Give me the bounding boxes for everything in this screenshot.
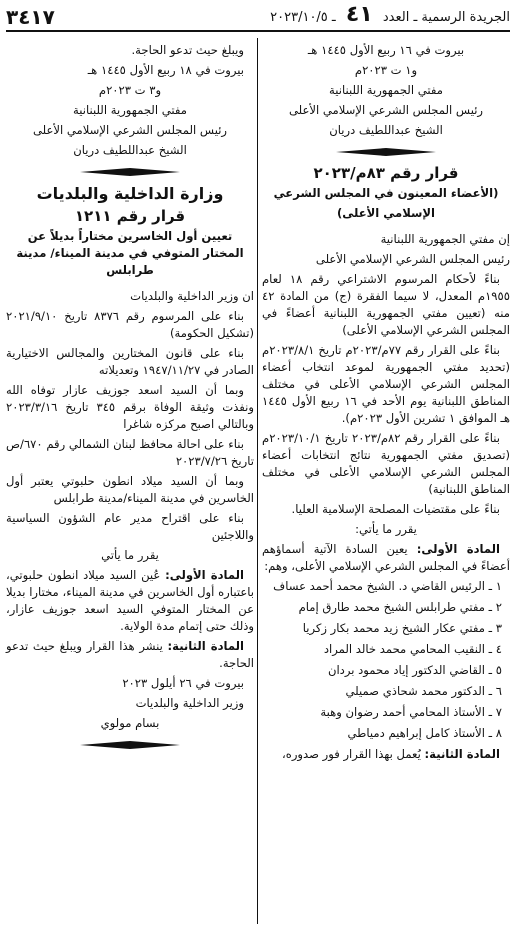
section-separator [6,740,254,750]
decision-subject: (الأعضاء المعينون في المجلس الشرعي [273,186,499,200]
article-1 [6,567,254,635]
article-text: ينشر هذا القرار ويبلغ حيث تدعو الحاجة. [6,639,254,670]
preamble-paragraph: بناءً لأحكام المرسوم الاشتراعي رقم ١٨ لعام ١٩٥٥م المعدل، لا سيما الفقرة (ج) من المادة ٤٢ منه (تعيين مفتي الجمهورية اللبنانية أعضاءً في المجلس الشرعي الإسلامي الأعلى) [262,272,510,337]
article-1 [262,541,510,575]
issue-date: ـ ٢٠٢٣/١٠/٥ [270,10,336,25]
place-date-line: و١ ت ٢٠٢٣م [354,63,418,77]
list-item: ١ ـ الرئيس القاضي د. الشيخ محمد أحمد عساف [273,579,502,593]
preamble-paragraph: بناءً على القرار رقم ٧٧م/٢٠٢٣م تاريخ ٢٠٢٣/٨/١م (تحديد مفتي الجمهورية لموعد انتخاب أعضاء المجلس الشرعي الإسلامي الأعلى في مختلف المناطق اللبنانية يوم الأحد في ١٦ ربيع الأول ١٤٤٥ هـ الموافق ١ تشرين الأول ٢٠٢٣م). [262,343,511,425]
signatory-line: رئيس المجلس الشرعي الإسلامي الأعلى [288,103,484,117]
list-item: ٥ ـ القاضي الدكتور إياد محمود بردان [327,663,502,677]
signatory-line: وزير الداخلية والبلديات [135,696,244,710]
preamble-line: إن مفتي الجمهورية اللبنانية [380,232,510,246]
article-text: عُين السيد ميلاد انطون حلبوتي، باعتباره أول الخاسرين في مدينة الميناء، مختارا بديلا عن المختار المتوفي السيد اسعد جوزيف عازار، وذلك حتى إتمام مدة الولاية. [6,568,254,633]
list-item: ٦ ـ الدكتور محمد شحاذي صميلي [345,684,502,698]
list-item: ٧ ـ الأستاذ المحامي أحمد رضوان وهبة [320,705,502,719]
preamble-paragraph: بناءً على مقتضيات المصلحة الإسلامية العليا. [291,502,500,516]
decision-title: قرار رقم ٨٣م/٢٠٢٣ [313,164,459,182]
preamble-line: ان وزير الداخلية والبلديات [130,289,254,303]
signatory-line: مفتي الجمهورية اللبنانية [73,103,187,117]
list-item: ٢ ـ مفتي طرابلس الشيخ محمد طارق إمام [298,600,502,614]
article-2 [262,746,510,763]
list-item: ٨ ـ الأستاذ كامل إبراهيم دمياطي [347,726,502,740]
article-label: المادة الثانية: [167,639,244,653]
preamble-paragraph: بناء على اقتراح مدير عام الشؤون السياسية واللاجئين [6,511,254,542]
place-date-line: بيروت في ٢٦ أيلول ٢٠٢٣ [122,676,244,690]
place-date-line: بيروت في ١٨ ربيع الأول ١٤٤٥ هـ [87,63,244,77]
decision-title: قرار رقم ١٢١١ [74,207,186,225]
gazette-title [270,2,510,30]
decision-subject: الإسلامي الأعلى) [336,206,436,220]
article-label: المادة الأولى: [416,542,500,556]
left-column [6,42,254,758]
article-label: المادة الثانية: [424,747,500,761]
decides-heading: يقرر ما يأتي [101,548,159,562]
signatory-line: رئيس المجلس الشرعي الإسلامي الأعلى [32,123,228,137]
right-column [262,42,510,766]
decision-subject: تعيين أول الخاسرين مختاراً بديلاً عن المختار المتوفي في مدينة الميناء/ مدينة طرابلس [16,229,244,277]
preamble-paragraph: بناءً على القرار رقم ٨٢م/٢٠٢٣ تاريخ ٢٠٢٣/١٠/١م (تصديق مفتي الجمهورية نتائج انتخابات أعضاء المجلس الشرعي الإسلامي الأعلى في مختلف المناطق اللبنانية) [262,431,510,496]
continued-text: ويبلغ حيث تدعو الحاجة. [131,43,244,57]
place-date-line: بيروت في ١٦ ربيع الأول ١٤٤٥ هـ [307,43,465,57]
signatory-name: الشيخ عبداللطيف دريان [329,123,443,137]
preamble-paragraph: بناء على احالة محافظ لبنان الشمالي رقم ٦٧٠/ص تاريخ ٢٠٢٣/٧/٢٦ [6,437,254,468]
article-text: يُعمل بهذا القرار فور صدوره، [282,747,421,761]
signatory-name: بسام مولوي [100,716,160,730]
issue-number: ٤١ [345,2,373,27]
section-separator [262,147,510,157]
ministry-heading: وزارة الداخلية والبلديات [36,184,224,203]
gazette-name: الجريدة الرسمية ـ العدد [382,10,510,25]
separator-ornament-icon [80,167,180,177]
page-number: ٣٤١٧ [6,5,55,29]
separator-ornament-icon [80,740,180,750]
signatory-name: الشيخ عبداللطيف دريان [73,143,187,157]
article-2 [6,638,254,672]
article-text: يعين السادة الآتية أسماؤهم أعضاءً في المجلس الشرعي الإسلامي الأعلى، وهم: [262,542,510,573]
preamble-line: رئيس المجلس الشرعي الإسلامي الأعلى [315,252,510,266]
separator-ornament-icon [336,147,436,157]
section-separator [6,167,254,177]
preamble-paragraph: بناء على قانون المختارين والمجالس الاختيارية الصادر في ١٩٤٧/١١/٢٧ وتعديلاته [6,346,254,377]
members-list [262,578,510,742]
place-date-line: و٣ ت ٢٠٢٣م [98,83,162,97]
signatory-line: مفتي الجمهورية اللبنانية [329,83,443,97]
decides-heading: يقرر ما يأتي: [355,522,417,536]
list-item: ٣ ـ مفتي عكار الشيخ زيد محمد بكار زكريا [302,621,502,635]
preamble-paragraph: بناء على المرسوم رقم ٨٣٧٦ تاريخ ٢٠٢١/٩/١٠ (تشكيل الحكومة) [6,309,254,340]
page-header [6,2,510,32]
preamble-paragraph: وبما أن السيد ميلاد انطون حلبوتي يعتبر أول الخاسرين في مدينة الميناء/مدينة طرابلس [6,474,254,505]
column-divider [257,38,258,924]
article-label: المادة الأولى: [165,568,244,582]
preamble-paragraph: وبما أن السيد اسعد جوزيف عازار توفاه الله ونفذت وثيقة الوفاة برقم ٣٤٥ تاريخ ٢٠٢٣/٣/١٦ وبالتالي اصبح مركزه شاغرا [6,383,254,431]
list-item: ٤ ـ النقيب المحامي محمد خالد المراد [323,642,502,656]
